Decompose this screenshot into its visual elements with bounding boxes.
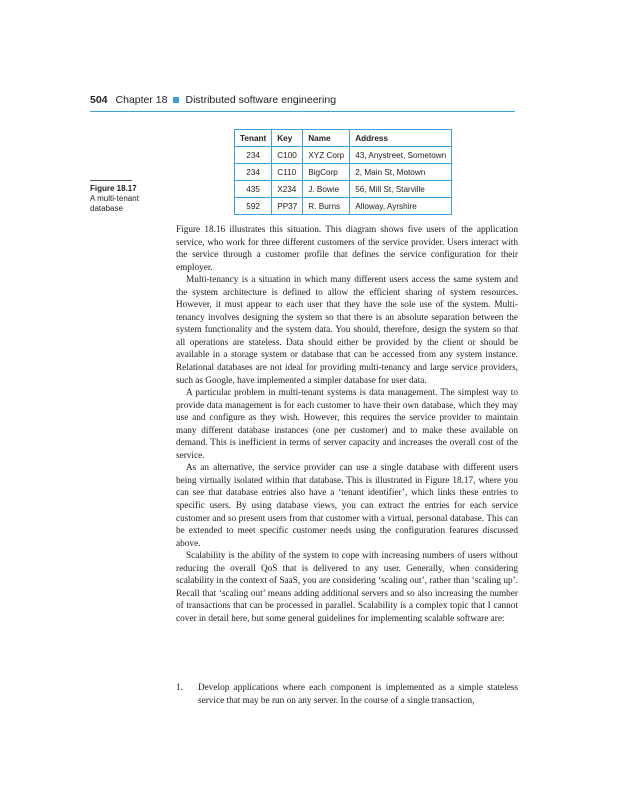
key-cell: C100 <box>272 147 303 164</box>
table-row <box>235 198 452 215</box>
table-row <box>235 164 452 181</box>
list-item <box>176 682 518 707</box>
figure-number: Figure 18.17 <box>90 184 137 193</box>
header-rule <box>90 111 515 112</box>
name-cell: BigCorp <box>303 164 350 181</box>
paragraph: Scalability is the ability of the system to cope with increasing numbers of users without reducing the overall QoS that is delivered to any user. Generally, when considering scalability in the context of SaaS, you are considering ‘scaling out’, rather than ‘scaling up’. Recall that ‘scaling out’ means adding additional servers and so also increasing the number of transactions that can be processed in parallel. Scalability is a complex topic that I cannot cover in detail here, but some general guidelines for implementing scalable software are: <box>176 551 518 624</box>
multi-tenant-table <box>234 129 452 215</box>
column-header-tenant: Tenant <box>235 130 272 147</box>
tenant-cell: 234 <box>235 147 272 164</box>
key-cell: X234 <box>272 181 303 198</box>
address-cell: 2, Main St, Motown <box>350 164 452 181</box>
key-cell: C110 <box>272 164 303 181</box>
name-cell: XYZ Corp <box>303 147 350 164</box>
address-cell: Alloway, Ayrshire <box>350 198 452 215</box>
key-cell: PP37 <box>272 198 303 215</box>
paragraph: Multi-tenancy is a situation in which many different users access the same system and the system architecture is defined to allow the efficient sharing of system resources. However, it must appear to each user that they have the sole use of the system. Multi-tenancy involves designing the system so that there is an absolute separation between the system functionality and the system data. You should, therefore, design the system so that all operations are stateless. Data should either be provided by the client or should be available in a storage system or database that can be accessed from any system instance. Relational databases are not ideal for providing multi-tenancy and large service providers, such as Google, have implemented a simpler database for user data. <box>176 275 518 386</box>
square-bullet-icon <box>173 97 179 103</box>
chapter-title: Distributed software engineering <box>185 94 337 106</box>
table-header-row <box>235 130 452 147</box>
numbered-list <box>176 682 518 707</box>
list-marker: 1. <box>176 683 183 693</box>
tenant-cell: 234 <box>235 164 272 181</box>
page-number: 504 <box>90 94 108 106</box>
paragraph: A particular problem in multi-tenant systems is data management. The simplest way to provide data management is for each customer to have their own database, which they may use and configure as they wish. However, this requires the service provider to maintain many different database instances (one per customer) and to make these available on demand. This is inefficient in terms of server capacity and increases the overall cost of the service. <box>176 388 518 461</box>
column-header-name: Name <box>303 130 350 147</box>
paragraph: Figure 18.16 illustrates this situation. This diagram shows five users of the application service, who work for three different customers of the service provider. Users interact with the service through a customer profile that defines the service configuration for their employer. <box>176 225 518 273</box>
body-text <box>176 224 518 626</box>
address-cell: 43, Anystreet, Sometown <box>350 147 452 164</box>
figure-caption <box>90 184 160 214</box>
address-cell: 56, Mill St, Starville <box>350 181 452 198</box>
paragraph: As an alternative, the service provider can use a single database with different users being virtually isolated within that database. This is illustrated in Figure 18.17, where you can see that database entries also have a ‘tenant identifier’, which links these entries to specific users. By using database views, you can extract the entries for each service customer and so present users from that customer with a virtual, personal database. This can be extended to meet specific customer needs using the configuration features discussed above. <box>176 463 518 549</box>
name-cell: R. Burns <box>303 198 350 215</box>
tenant-cell: 592 <box>235 198 272 215</box>
column-header-address: Address <box>350 130 452 147</box>
caption-rule <box>90 180 132 181</box>
list-item-text: Develop applications where each component is implemented as a simple stateless service that may be run on any server. In the course of a single transaction, <box>198 683 518 706</box>
table-row <box>235 181 452 198</box>
name-cell: J. Bowie <box>303 181 350 198</box>
tenant-cell: 435 <box>235 181 272 198</box>
column-header-key: Key <box>272 130 303 147</box>
chapter-label: Chapter 18 <box>115 94 168 106</box>
running-head <box>90 94 515 106</box>
figure-caption-text: A multi-tenant database <box>90 194 139 213</box>
table-row <box>235 147 452 164</box>
